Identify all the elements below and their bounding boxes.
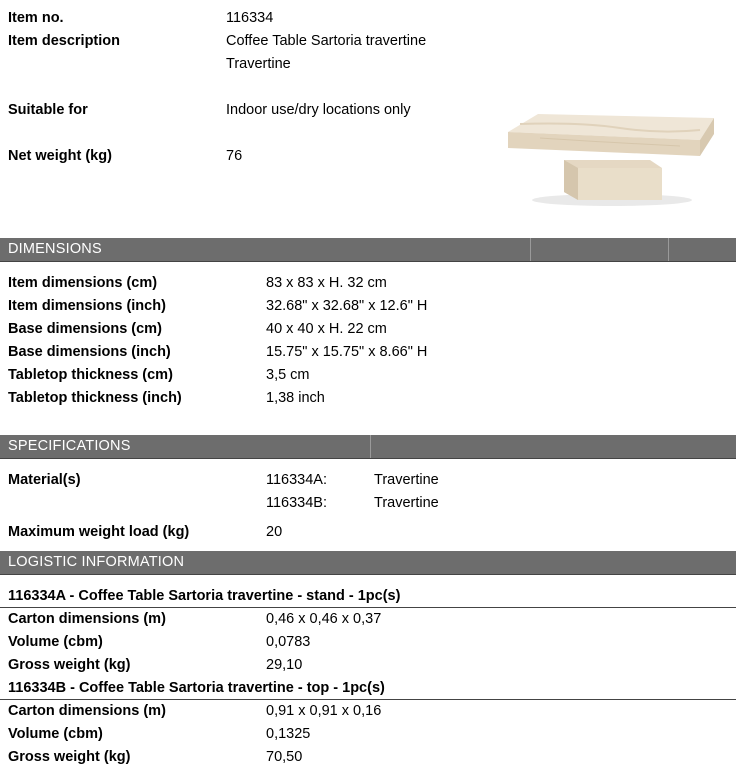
dimension-value: 32.68" x 32.68" x 12.6" H (266, 298, 428, 314)
net-weight-label: Net weight (kg) (8, 148, 112, 164)
material-value: Travertine (374, 472, 439, 488)
carton-dimensions-label: Carton dimensions (m) (8, 703, 166, 719)
logistic-title: LOGISTIC INFORMATION (8, 554, 185, 570)
item-description-label: Item description (8, 33, 120, 49)
suitable-for-value: Indoor use/dry locations only (226, 102, 411, 118)
carton-dimensions-value: 0,46 x 0,46 x 0,37 (266, 611, 382, 627)
package-heading: 116334A - Coffee Table Sartoria travertine - stand - 1pc(s) (8, 588, 401, 604)
dimension-value: 1,38 inch (266, 390, 325, 406)
dimensions-title: DIMENSIONS (8, 241, 102, 257)
package-heading: 116334B - Coffee Table Sartoria travertine - top - 1pc(s) (8, 680, 385, 696)
gross-weight-label: Gross weight (kg) (8, 657, 131, 673)
dimension-value: 40 x 40 x H. 22 cm (266, 321, 387, 337)
max-load-label: Maximum weight load (kg) (8, 524, 190, 540)
volume-label: Volume (cbm) (8, 634, 103, 650)
carton-dimensions-label: Carton dimensions (m) (8, 611, 166, 627)
material-code: 116334A: (266, 472, 328, 488)
dimension-value: 3,5 cm (266, 367, 310, 383)
item-no-label: Item no. (8, 10, 64, 26)
dimension-label: Item dimensions (cm) (8, 275, 158, 291)
volume-value: 0,0783 (266, 634, 311, 650)
dimension-value: 83 x 83 x H. 32 cm (266, 275, 387, 291)
dimensions-header (0, 238, 736, 261)
gross-weight-value: 29,10 (266, 657, 303, 673)
dimension-label: Base dimensions (cm) (8, 321, 162, 337)
coffee-table-image (500, 108, 720, 208)
dimension-label: Tabletop thickness (cm) (8, 367, 173, 383)
gross-weight-label: Gross weight (kg) (8, 749, 131, 765)
material-value: Travertine (374, 495, 439, 511)
item-description-value: Coffee Table Sartoria travertine (226, 33, 427, 49)
dimension-label: Item dimensions (inch) (8, 298, 166, 314)
material-code: 116334B: (266, 495, 328, 511)
materials-label: Material(s) (8, 472, 81, 488)
dimension-label: Tabletop thickness (inch) (8, 390, 182, 406)
dimension-value: 15.75" x 15.75" x 8.66" H (266, 344, 428, 360)
volume-value: 0,1325 (266, 726, 311, 742)
net-weight-value: 76 (226, 148, 243, 164)
item-no-value: 116334 (226, 10, 274, 26)
suitable-for-label: Suitable for (8, 102, 88, 118)
dimension-label: Base dimensions (inch) (8, 344, 171, 360)
specifications-header (0, 435, 736, 458)
item-description-value-2: Travertine (226, 56, 291, 72)
volume-label: Volume (cbm) (8, 726, 103, 742)
logistic-header (0, 551, 736, 574)
max-load-value: 20 (266, 524, 283, 540)
gross-weight-value: 70,50 (266, 749, 303, 765)
specifications-title: SPECIFICATIONS (8, 438, 131, 454)
carton-dimensions-value: 0,91 x 0,91 x 0,16 (266, 703, 382, 719)
